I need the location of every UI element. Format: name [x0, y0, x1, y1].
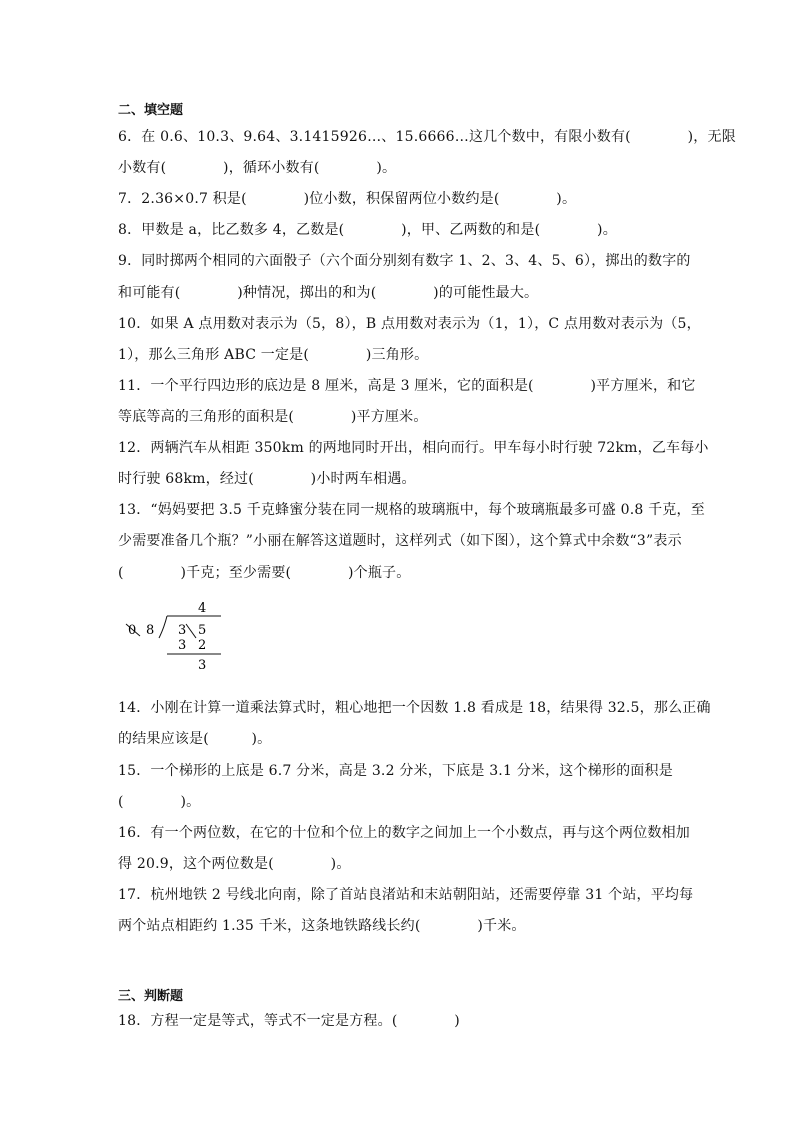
strike-dividend-point — [186, 624, 196, 638]
question-10-line-1: 10．如果 A 点用数对表示为（5，8），B 点用数对表示为（1，1），C 点用数对表示为（5， — [118, 316, 701, 332]
question-12-line-2: 时行驶 68km，经过( )小时两车相遇。 — [118, 471, 416, 487]
question-11-line-2: 等底等高的三角形的面积是( )平方厘米。 — [118, 409, 428, 425]
question-14-line-1: 14．小刚在计算一道乘法算式时，粗心地把一个因数 1.8 看成是 18，结果得 32.5，那么正确 — [118, 700, 711, 716]
section-title-fill-blank: 二、填空题 — [118, 103, 184, 118]
question-13-line-3: ( )千克；至少需要( )个瓶子。 — [118, 565, 411, 581]
section-title-judge: 三、判断题 — [118, 989, 184, 1004]
question-10-line-2: 1），那么三角形 ABC 一定是( )三角形。 — [118, 347, 429, 363]
division-dividend-3: 3 — [178, 623, 187, 638]
question-6-line-2: 小数有( )，循环小数有( )。 — [118, 160, 397, 176]
question-7: 7．2.36×0.7 积是( )位小数，积保留两位小数约是( )。 — [118, 191, 577, 207]
division-divisor-eight: 8 — [146, 623, 155, 638]
question-15-line-2: ( )。 — [118, 794, 201, 810]
question-15-line-1: 15．一个梯形的上底是 6.7 分米，高是 3.2 分米，下底是 3.1 分米，这个梯形的面积是 — [118, 763, 673, 779]
division-quotient: 4 — [198, 601, 207, 616]
division-bracket — [159, 616, 167, 638]
division-product-2: 2 — [198, 638, 207, 653]
question-14-line-2: 的结果应该是( )。 — [118, 731, 272, 747]
question-13-line-1: 13．“妈妈要把 3.5 千克蜂蜜分装在同一规格的玻璃瓶中，每个玻璃瓶最多可盛 0.8 千克，至 — [118, 502, 705, 518]
question-17-line-2: 两个站点相距约 1.35 千米，这条地铁路线长约( )千米。 — [118, 918, 526, 934]
question-9-line-2: 和可能有( )种情况，掷出的和为( )的可能性最大。 — [118, 285, 539, 301]
question-9-line-1: 9．同时掷两个相同的六面骰子（六个面分别刻有数字 1、2、3、4、5、6），掷出的数字的 — [118, 253, 691, 269]
question-16-line-2: 得 20.9，这个两位数是( )。 — [118, 856, 351, 872]
question-16-line-1: 16．有一个两位数，在它的十位和个位上的数字之间加上一个小数点，再与这个两位数相加 — [118, 825, 691, 841]
question-8: 8．甲数是 a，比乙数多 4，乙数是( )，甲、乙两数的和是( )。 — [118, 222, 617, 238]
question-6-line-1: 6．在 0.6、10.3、9.64̇、3.1415926…、15.6666…这几个数中，有限小数有( )，无限 — [118, 129, 736, 145]
question-12-line-1: 12．两辆汽车从相距 350km 的两地同时开出，相向而行。甲车每小时行驶 72km，乙车每小 — [118, 440, 709, 456]
question-18: 18．方程一定是等式，等式不一定是方程。( ) — [118, 1013, 460, 1029]
question-11-line-1: 11．一个平行四边形的底边是 8 厘米，高是 3 厘米，它的面积是( )平方厘米，和它 — [118, 378, 696, 394]
question-17-line-1: 17．杭州地铁 2 号线北向南，除了首站良渚站和末站朝阳站，还需要停靠 31 个站，平均每 — [118, 887, 694, 903]
division-divisor-zero: 0 — [128, 623, 137, 638]
long-division-svg — [118, 596, 238, 676]
long-division-figure — [118, 596, 238, 676]
question-13-line-2: 少需要准备几个瓶？”小丽在解答这道题时，这样列式（如下图），这个算式中余数“3”表示 — [118, 533, 682, 549]
division-dividend-5: 5 — [198, 623, 207, 638]
division-product-3: 3 — [178, 638, 187, 653]
division-remainder: 3 — [198, 658, 207, 673]
